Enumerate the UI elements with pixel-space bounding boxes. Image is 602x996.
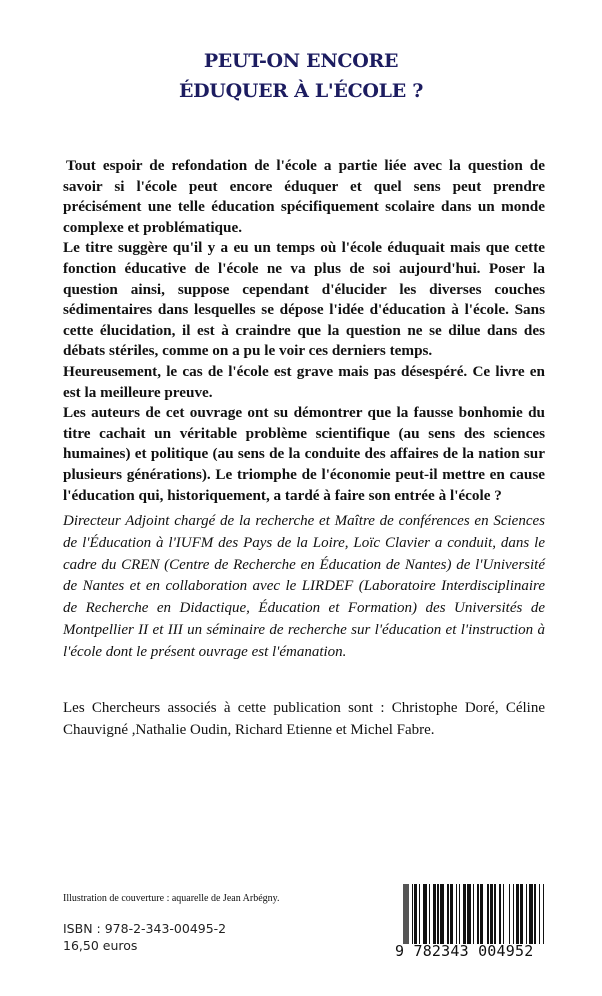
author-bio-text: Directeur Adjoint chargé de la recherche et Maître de conférences en Sciences de l'Éducation à l'IUFM des Pays de la Loire, Loïc Clavier a conduit, dans le cadre du CREN (Centre de Recherche en Éducation de Nantes) de l'Université de Nantes et en collaboration avec le LIRDEF (Laboratoire Interdisciplinaire de Recherche en Didactique, Éducation et Formation) des Universités de Montpellier II et III un séminaire de recherche sur l'éducation et l'instruction à l'école dont le présent ouvrage est l'émanation.: [63, 513, 545, 660]
isbn-number: ISBN : 978-2-343-00495-2: [63, 921, 227, 936]
barcode-digits: 9 782343 004952: [395, 942, 534, 960]
associate-researchers-text: Les Chercheurs associés à cette publication sont : Christophe Doré, Céline Chauvigné ,Nathalie Oudin, Richard Etienne et Michel Fabre.: [63, 700, 545, 738]
barcode-icon: [403, 884, 546, 944]
summary-paragraph: Les auteurs de cet ouvrage ont su démontrer que la fausse bonhomie du titre cachait un véritable problème scientifique (au sens des sciences humaines) et politique (au sens de la conduite des affaires de la nation sur plusieurs générations). Le triomphe de l'économie peut-il mettre en cause l'éducation qui, historiquement, a tardé à faire son entrée à l'école ?: [63, 404, 545, 504]
summary-paragraph: Heureusement, le cas de l'école est grave mais pas désespéré. Ce livre en est la meilleure preuve.: [63, 362, 545, 401]
book-title: [0, 46, 602, 106]
summary-paragraph: Tout espoir de refondation de l'école a partie liée avec la question de savoir si l'école peut encore éduquer et quel sens peut prendre précisément une telle éducation spécifiquement scolaire dans un monde complexe et problématique.: [63, 157, 545, 236]
book-title-line-1: PEUT-ON ENCORE: [203, 50, 399, 72]
author-bio: [63, 511, 545, 664]
associate-researchers: [63, 698, 545, 741]
illustration-credit: Illustration de couverture : aquarelle de Jean Arbégny.: [63, 893, 280, 904]
book-title-line-2: ÉDUQUER À L'ÉCOLE ?: [178, 80, 424, 102]
summary-text: [63, 156, 545, 506]
isbn-price-block: [63, 920, 226, 954]
price: 16,50 euros: [63, 938, 138, 953]
summary-paragraph: Le titre suggère qu'il y a eu un temps où l'école éduquait mais que cette fonction éducative de l'école ne va plus de soi aujourd'hui. Poser la question ainsi, suppose cependant d'élucider les diverses couches sédimentaires dans lesquelles se dépose l'idée d'éducation à l'école. Sans cette élucidation, il est à craindre que la question ne se dilue dans des débats stériles, comme on a pu le voir ces derniers temps.: [63, 239, 545, 360]
